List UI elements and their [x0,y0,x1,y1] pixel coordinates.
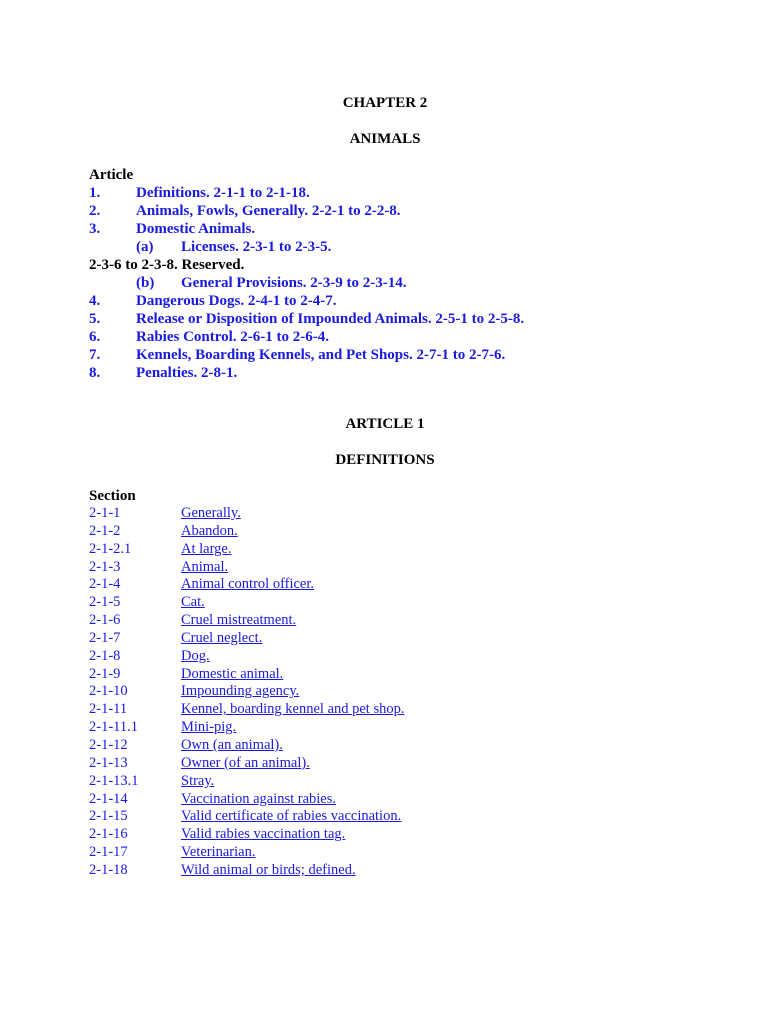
section-number: 2-1-12 [89,736,128,753]
section-link[interactable] [89,594,205,610]
section-number: 2-1-13 [89,754,128,771]
section-list-item[interactable] [89,683,689,701]
section-list [89,505,689,880]
section-number: 2-1-5 [89,594,121,611]
section-number: 2-1-2.1 [89,540,132,557]
section-title: Vaccination against rabies. [181,790,337,807]
section-link[interactable] [89,808,401,824]
article-link-3a[interactable] [136,239,331,255]
section-link[interactable] [89,523,238,539]
section-link[interactable] [89,505,241,521]
article-list-item[interactable] [89,184,749,202]
section-title: Domestic animal. [181,665,284,682]
article-link-1[interactable] [89,185,310,201]
section-link[interactable] [89,648,210,664]
section-list-item[interactable] [89,755,689,773]
section-list-label: Section [89,488,136,504]
section-title: Stray. [181,772,215,789]
section-number: 2-1-4 [89,576,121,593]
chapter-title: ANIMALS [349,131,421,147]
section-list-item[interactable] [89,737,689,755]
section-title: Wild animal or birds; defined. [181,861,356,878]
section-title: Animal control officer. [181,576,315,593]
article-title: Dangerous Dogs. 2-4-1 to 2-4-7. [136,293,337,309]
section-link[interactable] [89,541,231,557]
section-list-item[interactable] [89,523,689,541]
section-link[interactable] [89,737,283,753]
section-number: 2-1-9 [89,665,121,682]
section-list-item[interactable] [89,541,689,559]
section-number: 2-1-10 [89,683,128,700]
article-title: Rabies Control. 2-6-1 to 2-6-4. [136,329,330,345]
article-link-7[interactable] [89,347,505,363]
subarticle-number: (b) [136,275,155,291]
article-list-item[interactable] [89,328,749,346]
section-link[interactable] [89,755,310,771]
article-number: 6. [89,329,101,345]
section-link[interactable] [89,559,228,575]
section-number: 2-1-16 [89,826,128,843]
article-sublist-item[interactable] [89,238,749,256]
section-number: 2-1-6 [89,612,121,629]
article-list [89,184,749,382]
section-title: Veterinarian. [181,844,256,861]
article-link-4[interactable] [89,293,337,309]
section-list-item[interactable] [89,808,689,826]
subarticle-title: General Provisions. 2-3-9 to 2-3-14. [181,275,407,291]
reserved-sections-text: 2-3-6 to 2-3-8. Reserved. [89,257,245,273]
article-number: 8. [89,365,101,381]
section-list-item[interactable] [89,505,689,523]
article-number: 7. [89,347,101,363]
section-number: 2-1-1 [89,505,121,521]
section-link[interactable] [89,630,262,646]
section-list-item[interactable] [89,576,689,594]
subarticle-title: Licenses. 2-3-1 to 2-3-5. [181,239,332,255]
section-list-item[interactable] [89,791,689,809]
section-number: 2-1-7 [89,629,121,646]
article-title: Kennels, Boarding Kennels, and Pet Shops. 2-7-1 to 2-7-6. [136,347,506,363]
section-title: Valid certificate of rabies vaccination. [181,808,402,825]
section-list-item[interactable] [89,844,689,862]
article-number: 3. [89,221,101,237]
section-number: 2-1-2 [89,522,121,539]
reserved-sections-line [89,256,749,274]
article-title: Definitions. 2-1-1 to 2-1-18. [136,185,310,201]
section-list-item[interactable] [89,666,689,684]
section-list-item[interactable] [89,826,689,844]
section-link[interactable] [89,666,283,682]
article-title: Domestic Animals. [136,221,256,237]
section-title: Dog. [181,647,210,664]
section-list-item[interactable] [89,612,689,630]
article-list-item[interactable] [89,220,749,238]
section-link[interactable] [89,612,296,628]
section-title: Abandon. [181,522,238,539]
article-number: 2. [89,203,101,219]
chapter-heading: CHAPTER 2 [342,95,428,111]
section-number: 2-1-14 [89,790,128,807]
article-sublist-item[interactable] [89,274,749,292]
section-title: At large. [181,540,232,557]
article-link-3b[interactable] [136,275,407,291]
section-title: Kennel, boarding kennel and pet shop. [181,701,405,718]
article-link-2[interactable] [89,203,401,219]
article-link-5[interactable] [89,311,524,327]
section-title: Impounding agency. [181,683,300,700]
section-title: Animal. [181,558,229,575]
section-link[interactable] [89,683,299,699]
section-list-item[interactable] [89,773,689,791]
section-number: 2-1-18 [89,861,128,878]
section-link[interactable] [89,844,255,860]
section-number: 2-1-17 [89,844,128,861]
article-title: Animals, Fowls, Generally. 2-2-1 to 2-2-8. [136,203,401,219]
section-number: 2-1-15 [89,808,128,825]
article-number: 4. [89,293,101,309]
article-list-label: Article [89,167,134,183]
section-title: Cruel neglect. [181,629,263,646]
article-number: 5. [89,311,101,327]
section-link[interactable] [89,826,345,842]
section-link[interactable] [89,791,336,807]
section-title: Mini-pig. [181,719,237,736]
article-title: Release or Disposition of Impounded Animals. 2-5-1 to 2-5-8. [136,311,525,327]
article-title: Penalties. 2-8-1. [136,365,238,381]
article-heading: ARTICLE 1 [345,416,425,432]
section-link[interactable] [89,719,236,735]
section-list-item[interactable] [89,719,689,737]
section-title: Valid rabies vaccination tag. [181,826,346,843]
article-list-item[interactable] [89,346,749,364]
section-title: Owner (of an animal). [181,754,310,771]
article-list-item[interactable] [89,202,749,220]
section-number: 2-1-11.1 [89,719,138,736]
section-list-item[interactable] [89,594,689,612]
article-link-3[interactable] [89,221,255,237]
section-list-item[interactable] [89,648,689,666]
section-title: Generally. [181,505,241,521]
article-number: 1. [89,185,101,201]
article-list-item[interactable] [89,292,749,310]
section-link[interactable] [89,862,356,878]
article-list-item[interactable] [89,310,749,328]
section-number: 2-1-3 [89,558,121,575]
article-link-6[interactable] [89,329,329,345]
section-title: Cat. [181,594,205,611]
section-number: 2-1-11 [89,701,128,718]
section-list-item[interactable] [89,630,689,648]
section-list-item[interactable] [89,559,689,577]
section-list-item[interactable] [89,701,689,719]
article-list-item[interactable] [89,364,749,382]
article-link-8[interactable] [89,365,237,381]
section-title: Cruel mistreatment. [181,612,297,629]
section-number: 2-1-13.1 [89,772,139,789]
section-list-item[interactable] [89,862,689,880]
section-link[interactable] [89,701,404,717]
section-title: Own (an animal). [181,736,283,753]
section-link[interactable] [89,773,214,789]
subarticle-number: (a) [136,239,154,255]
section-number: 2-1-8 [89,647,121,664]
section-link[interactable] [89,576,314,592]
article-subheading: DEFINITIONS [335,452,435,468]
